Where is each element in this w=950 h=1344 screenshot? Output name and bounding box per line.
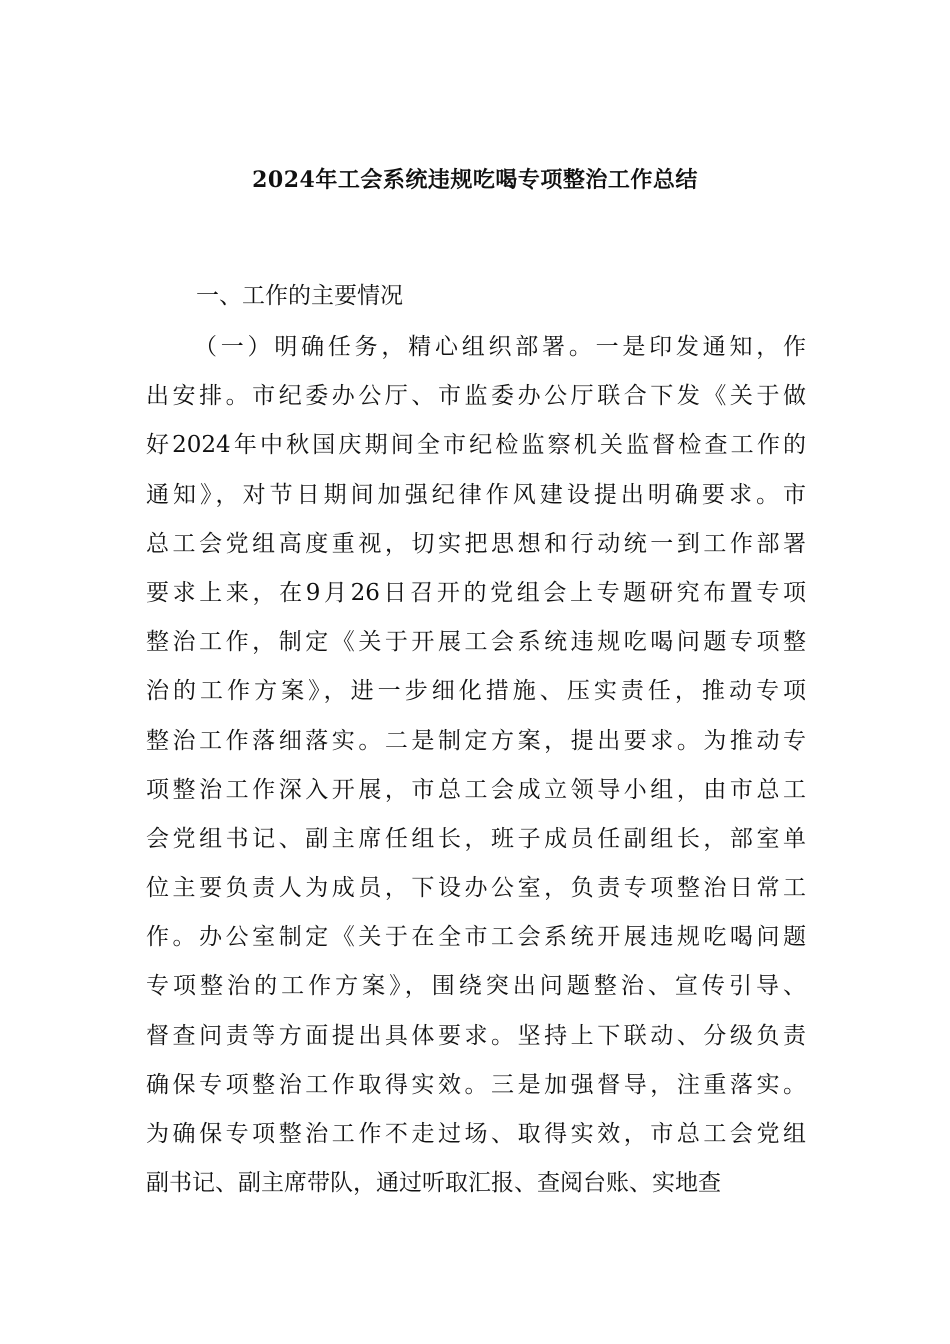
paragraph-line: 总工会党组高度重视，切实把思想和行动统一到工作部署	[146, 530, 806, 557]
paragraph-line: 好2024年中秋国庆期间全市纪检监察机关监督检查工作的	[146, 432, 806, 459]
paragraph-line: 出安排。市纪委办公厅、市监委办公厅联合下发《关于做	[146, 383, 806, 410]
paragraph-line: 整治工作落细落实。二是制定方案，提出要求。为推动专	[146, 727, 806, 754]
paragraph-line: 作。办公室制定《关于在全市工会系统开展违规吃喝问题	[146, 924, 806, 951]
paragraph-line: 通知》，对节日期间加强纪律作风建设提出明确要求。市	[146, 481, 806, 508]
paragraph-line: 确保专项整治工作取得实效。三是加强督导，注重落实。	[146, 1071, 806, 1098]
body-paragraph	[146, 327, 806, 1212]
paragraph-line: 副书记、副主席带队，通过听取汇报、查阅台账、实地查	[146, 1170, 721, 1197]
section-heading: 一、工作的主要情况	[196, 283, 403, 309]
document-title: 2024年工会系统违规吃喝专项整治工作总结	[252, 167, 698, 193]
paragraph-line: （一）明确任务，精心组织部署。一是印发通知，作	[194, 334, 806, 360]
paragraph-line: 治的工作方案》，进一步细化措施、压实责任，推动专项	[146, 678, 806, 705]
paragraph-line: 要求上来，在9月26日召开的党组会上专题研究布置专项	[146, 579, 806, 606]
paragraph-line: 专项整治的工作方案》，围绕突出问题整治、宣传引导、	[146, 973, 806, 1000]
paragraph-line: 督查问责等方面提出具体要求。坚持上下联动、分级负责	[146, 1022, 806, 1049]
paragraph-line: 项整治工作深入开展，市总工会成立领导小组，由市总工	[146, 776, 806, 803]
paragraph-line: 整治工作，制定《关于开展工会系统违规吃喝问题专项整	[146, 629, 806, 656]
paragraph-line: 会党组书记、副主席任组长，班子成员任副组长，部室单	[146, 825, 806, 852]
paragraph-line: 为确保专项整治工作不走过场、取得实效，市总工会党组	[146, 1121, 806, 1147]
paragraph-line: 位主要负责人为成员，下设办公室，负责专项整治日常工	[146, 875, 806, 902]
